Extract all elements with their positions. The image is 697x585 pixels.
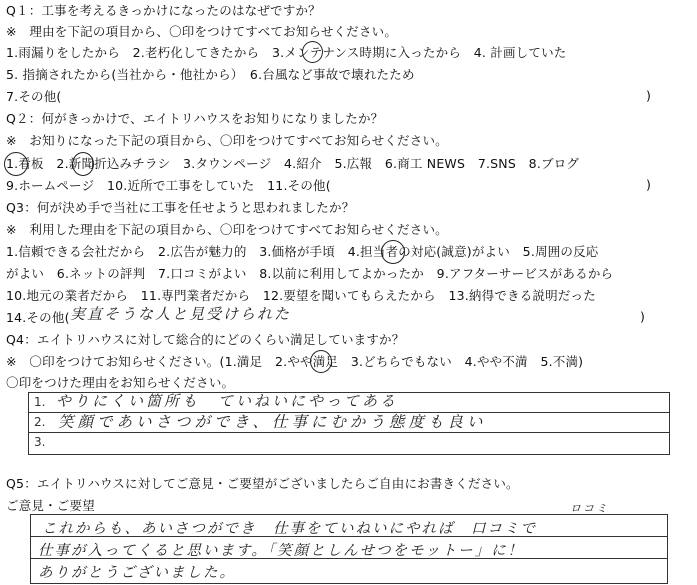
q2-title: Q２：何がきっかけで、エイトリハウスをお知りになりましたか？	[6, 111, 384, 126]
q3-other-handwritten: 実直そうな人と見受けられた	[70, 305, 292, 323]
q4-option-2-circle	[310, 350, 332, 373]
q5-comment-line-3: ありがとうございました。	[38, 565, 236, 581]
q5-comment-line-2: 仕事が入ってくると思います。「笑顔としんせつをモットー」に！	[38, 543, 525, 559]
q1-other-close: )	[646, 88, 651, 103]
q5-title: Q5：エイトリハウスに対してご意見・ご要望がございましたらご自由にお書きください。	[6, 476, 519, 491]
q2-options-row-1: 1.看板 2.新聞折込みチラシ 3.タウンページ 4.紹介 5.広報 6.商工 NEWS 7.SNS 8.ブログ	[6, 156, 580, 171]
q4-title: Q4：エイトリハウスに対して総合的にどのくらい満足していますか？	[6, 332, 405, 347]
q1-title: Q１：工事を考えるきっかけになったのはなぜですか？	[6, 3, 321, 18]
q4-reason-3-number: 3.	[34, 435, 46, 449]
q1-options-row-1: 1.雨漏りをしたから 2.老朽化してきたから 3.メンテナンス時期に入ったから 4. 計画していた	[6, 45, 567, 60]
q5-comment-line-1: これからも、あいさつができ 仕事をていねいにやれば 口コミで	[42, 521, 537, 537]
q4-reason-1-number: 1.	[34, 395, 46, 409]
q3-options-row-3: 10.地元の業者だから 11.専門業者だから 12.要望を聞いてもらえたから 13.納得できる説明だった	[6, 288, 596, 303]
q5-label: ご意見・ご要望	[6, 498, 95, 513]
q2-other-close: )	[646, 177, 651, 192]
q2-note: ※ お知りになった下記の項目から、〇印をつけてすべてお知らせください。	[6, 133, 448, 148]
q4-reason-2-number: 2.	[34, 415, 46, 429]
q3-other-close: )	[640, 309, 645, 324]
q3-options-row-1: 1.信頼できる会社だから 2.広告が魅力的 3.価格が手頃 4.担当者の対応(誠意)がよい 5.周囲の反応	[6, 244, 599, 259]
q5-margin-note: ロコミ	[570, 502, 609, 515]
q4-scale: ※ 〇印をつけてお知らせください。(1.満足 2.やや満足 3.どちらでもない 4.やや不満 5.不満)	[6, 354, 584, 369]
q3-title: Q3：何が決め手で当社に工事を任せようと思われましたか？	[6, 200, 355, 215]
q4-reason-2-text: 笑顔であいさつができ、仕事にむかう態度も良い	[58, 413, 487, 431]
q2-option-1-circle	[4, 152, 28, 176]
q4-reason-1-text: やりにくい箇所も ていねいにやってある	[56, 392, 399, 410]
q4-reason-note: 〇印をつけた理由をお知らせください。	[6, 375, 235, 390]
q3-note: ※ 利用した理由を下記の項目から、〇印をつけてすべてお知らせください。	[6, 222, 448, 237]
q3-other-label: 14.その他(	[6, 310, 70, 325]
q3-option-4-circle	[381, 240, 405, 264]
q1-options-row-2: 5. 指摘されたから(当社から・他社から） 6.台風など事故で壊れたため	[6, 67, 415, 82]
q2-options-row-2: 9.ホームページ 10.近所で工事をしていた 11.その他(	[6, 178, 331, 193]
q1-other-label: 7.その他(	[6, 89, 62, 104]
q2-option-2-circle	[72, 152, 94, 176]
q4-reason-divider-2	[28, 432, 669, 433]
q3-options-row-2: がよい 6.ネットの評判 7.口コミがよい 8.以前に利用してよかったか 9.アフターサービスがあるから	[6, 266, 614, 281]
q1-option-3-circle	[302, 41, 323, 63]
q1-note: ※ 理由を下記の項目から、〇印をつけてすべてお知らせください。	[6, 24, 398, 39]
